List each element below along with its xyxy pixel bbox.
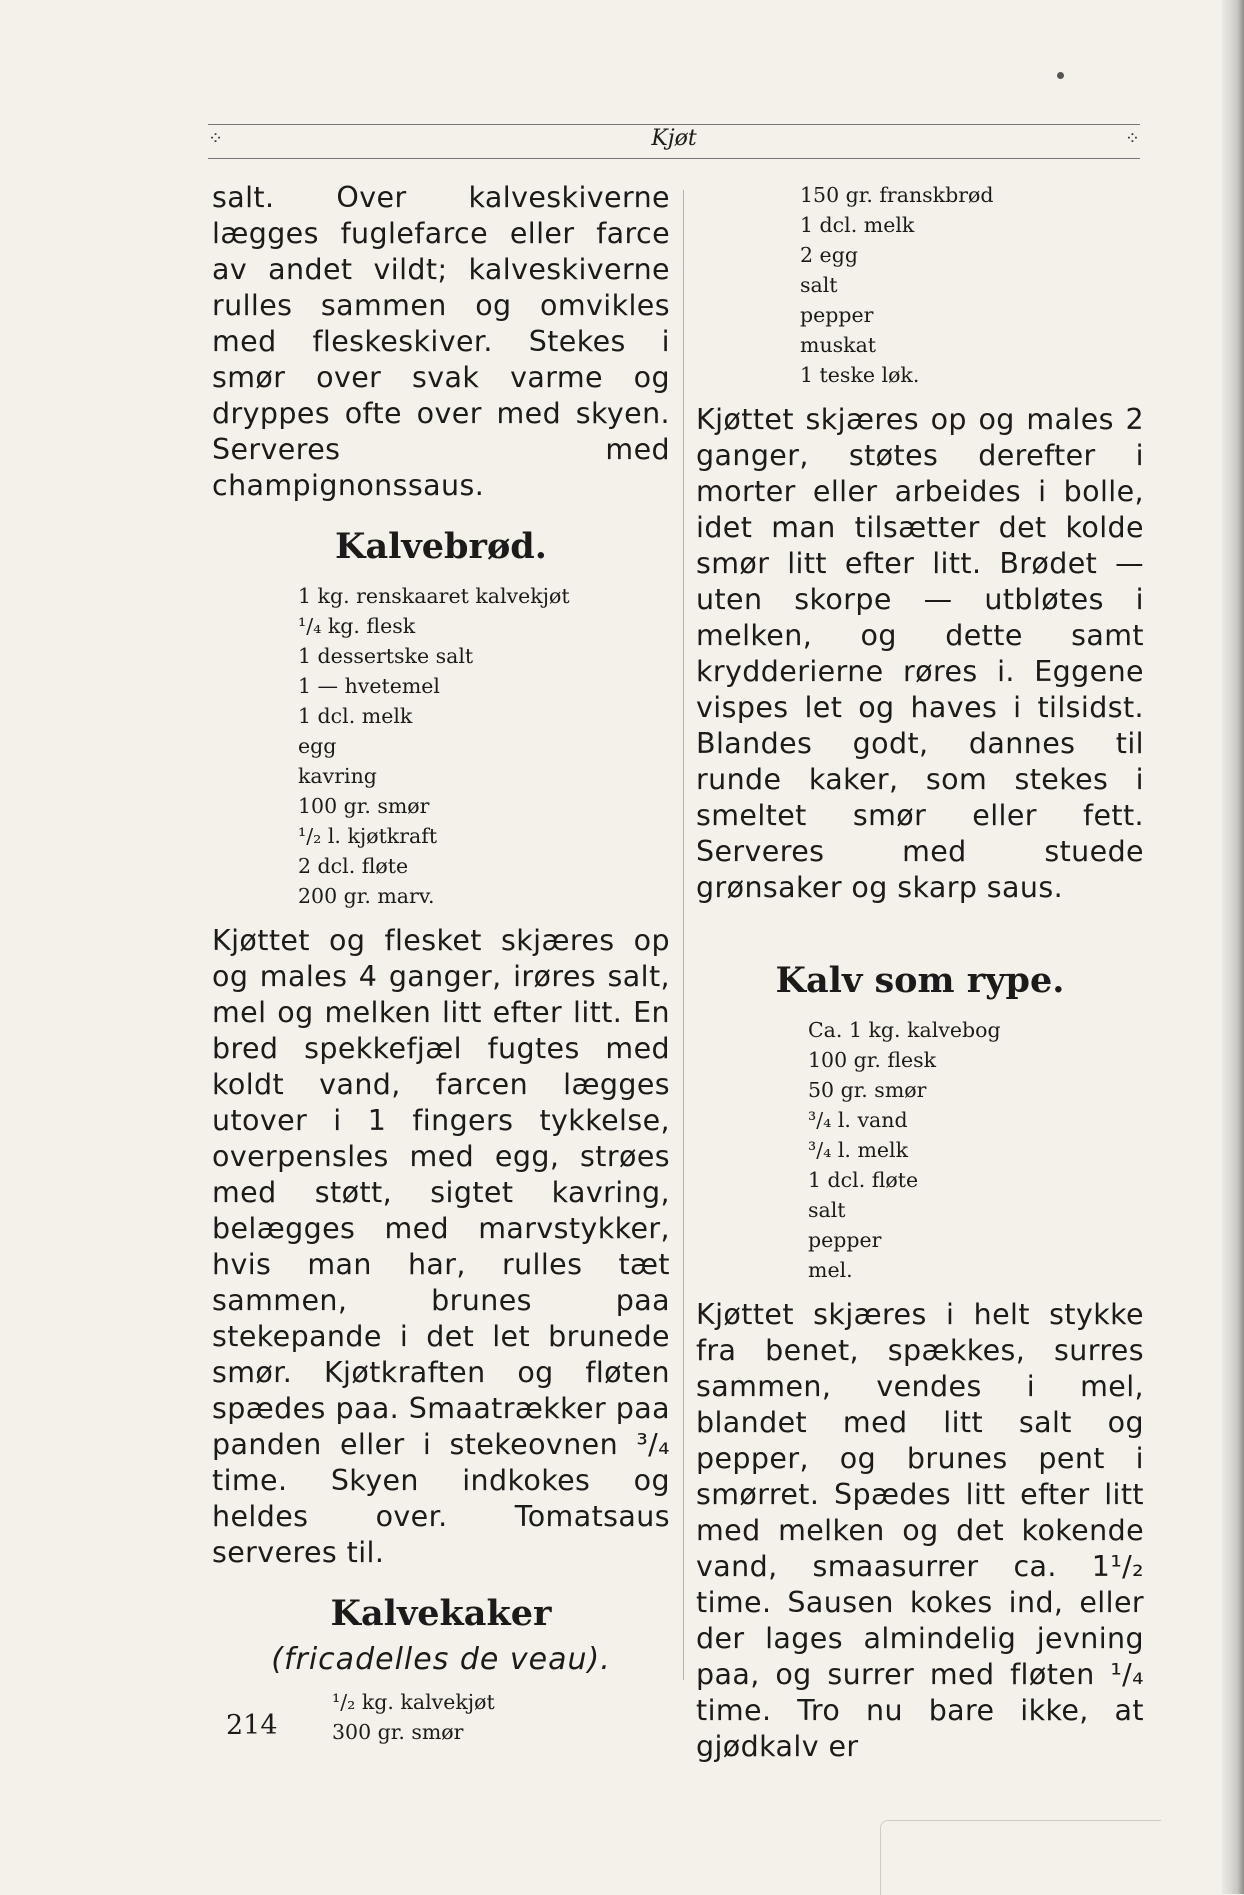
running-header [208,122,1140,162]
ingredient-item: 50 gr. smør [808,1078,927,1102]
ingredient-item: ¹/₂ kg. kalvekjøt [332,1690,495,1714]
ingredient-item: 150 gr. franskbrød [800,183,994,207]
ingredient-item: 1 dcl. fløte [808,1168,919,1192]
ink-spot [1057,72,1064,79]
page-number: 214 [226,1710,278,1741]
ingredient-item: 100 gr. smør [298,794,430,818]
ingredient-item: 200 gr. marv. [298,884,435,908]
ingredient-item: Ca. 1 kg. kalvebog [808,1018,1001,1042]
ingredient-list-kalv-som-rype [808,1015,1144,1285]
ingredient-item: 1 — hvetemel [298,674,440,698]
header-rule-top [208,124,1140,125]
ingredient-list-kalvekaker [332,1687,670,1747]
recipe-title-kalvekaker: Kalvekaker [330,1593,552,1634]
ingredient-item: salt [808,1198,846,1222]
ingredient-item: ³/₄ l. melk [808,1138,908,1162]
header-rule-bottom [208,158,1140,159]
ingredient-list-kalvekaker-continued [800,180,1144,390]
ingredient-item: pepper [800,303,874,327]
intro-paragraph: salt. Over kalveskiverne lægges fuglefarce eller farce av andet vildt; kalveskiverne rulles sammen og omvikles med fleskeskiver. Stekes i smør over svak varme og dryppes ofte over med skyen. Serveres med champignonssaus. [212,181,670,502]
ingredient-item: 1 dessertske salt [298,644,474,668]
right-column [696,180,1144,1765]
ingredient-item: muskat [800,333,877,357]
ingredient-item: 2 dcl. fløte [298,854,409,878]
method-kalvekaker: Kjøttet skjæres op og males 2 ganger, støtes derefter i morter eller arbeides i bolle, idet man tilsætter det kolde smør litt efter litt. Brødet — uten skorpe — utbløtes i melken, og dette samt krydderierne røres i. Eggene vispes let og haves i tilsidst. Blandes godt, dannes til runde kaker, som stekes i smeltet smør eller fett. Serveres med stuede grønsaker og skarp saus. [696,403,1144,904]
running-title: Kjøt [651,126,697,151]
method-kalvebrod: Kjøttet og flesket skjæres op og males 4 ganger, irøres salt, mel og melken litt efter litt. En bred spekkefjæl fugtes med koldt vand, farcen lægges utover i 1 fingers tykkelse, overpensles med egg, strøes med støtt, sigtet kavring, belægges med marvstykker, hvis man har, rulles tæt sammen, brunes paa stekepande i det let brunede smør. Kjøtkraften og fløten spædes paa. Smaatrækker paa panden eller i stekeovnen ³/₄ time. Skyen indkokes og heldes over. Tomatsaus serveres til. [212,924,670,1569]
ingredient-item: 1 teske løk. [800,363,920,387]
ingredient-item: ¹/₂ l. kjøtkraft [298,824,438,848]
recipe-title-kalv-som-rype: Kalv som rype. [775,960,1065,1001]
ingredient-item: 1 dcl. melk [800,213,915,237]
ornament-left-icon: ⁘ [208,128,224,149]
ingredient-item: ³/₄ l. vand [808,1108,908,1132]
ingredient-item: egg [298,734,337,758]
ingredient-item: 1 dcl. melk [298,704,413,728]
recipe-subtitle-kalvekaker: (fricadelles de veau). [271,1642,611,1677]
ingredient-item: ¹/₄ kg. flesk [298,614,416,638]
ingredient-list-kalvebrod [298,581,670,911]
ingredient-item: pepper [808,1228,882,1252]
ingredient-item: kavring [298,764,377,788]
ingredient-item: 2 egg [800,243,858,267]
ingredient-item: 100 gr. flesk [808,1048,937,1072]
ornament-right-icon: ⁘ [1124,128,1140,149]
left-column [212,180,670,1759]
ingredient-item: mel. [808,1258,853,1282]
recipe-title-kalvebrod: Kalvebrød. [335,526,547,567]
column-divider [683,190,684,1680]
page-edge [1222,0,1244,1894]
ingredient-item: 1 kg. renskaaret kalvekjøt [298,584,570,608]
scan-corner-mark [880,1820,1161,1895]
method-kalv-som-rype: Kjøttet skjæres i helt stykke fra benet, spækkes, surres sammen, vendes i mel, blandet med litt salt og pepper, og brunes pent i smørret. Spædes litt efter litt med melken og det kokende vand, smaasurrer ca. 1¹/₂ time. Sausen kokes ind, eller der lages almindelig jevning paa, og surrer med fløten ¹/₄ time. Tro nu bare ikke, at gjødkalv er [696,1298,1144,1763]
ingredient-item: salt [800,273,838,297]
ingredient-item: 300 gr. smør [332,1720,464,1744]
